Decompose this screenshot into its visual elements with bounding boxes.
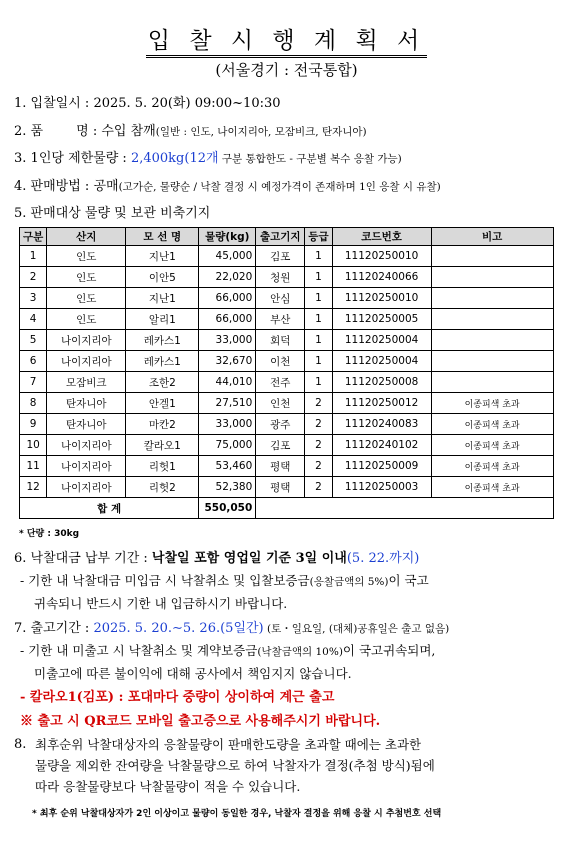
item-5: 5. 판매대상 물량 및 보관 비축기지 [14,206,211,221]
cell-code: 11120240066 [332,267,431,288]
cell-vessel: 마칸2 [126,414,199,435]
cell-grade: 2 [305,435,332,456]
table-row [20,372,554,393]
table-row [20,267,554,288]
item-8: 최후순위 낙찰대상자의 응찰물량이 판매한도량을 초과할 때에는 초과한 물량을 제외한 잔여량을 낙찰물량으로 하여 낙찰자가 결정(추첨 방식)됨에 따라 응찰물량보다 낙찰물량이 적을 수 있습니다. [35,737,435,794]
cell-code: 11120250005 [332,309,431,330]
item-6: 6. 낙찰대금 납부 기간 : 낙찰일 포함 영업일 기준 3일 이내(5. 22.까지) [14,551,420,566]
item-6-detail: - 기한 내 낙찰대금 미입금 시 낙찰취소 및 입찰보증금(응찰금액의 5%)이 국고 귀속되니 반드시 기한 내 입금하시기 바랍니다. [20,573,429,611]
cell-grade: 2 [305,456,332,477]
cell-grade: 1 [305,372,332,393]
item-8-num: 8. [14,737,27,752]
cell-code: 11120240102 [332,435,431,456]
cell-quantity: 22,020 [199,267,256,288]
cell-depot: 청원 [256,267,305,288]
cell-origin: 인도 [47,246,126,267]
cell-grade: 1 [305,351,332,372]
cell-no: 5 [20,330,47,351]
col-header-code: 코드번호 [332,228,431,246]
table-row [20,477,554,498]
cell-code: 11120250003 [332,477,431,498]
cell-quantity: 53,460 [199,456,256,477]
cell-remarks [431,351,553,372]
cell-quantity: 33,000 [199,330,256,351]
item-3: 3. 1인당 제한물량 : 2,400kg(12개 구분 통합한도 - 구분별 복수 응찰 가능) [14,151,402,166]
cell-origin: 나이지리아 [47,435,126,456]
table-row [20,330,554,351]
col-header-vessel: 모 선 명 [126,228,199,246]
cell-remarks: 이종피색 초과 [431,393,553,414]
cell-remarks: 이종피색 초과 [431,456,553,477]
cell-origin: 모잠비크 [47,372,126,393]
item-1: 1. 입찰일시 : 2025. 5. 20(화) 09:00~10:30 [14,96,281,111]
cell-no: 1 [20,246,47,267]
cell-depot: 안심 [256,288,305,309]
cell-origin: 인도 [47,267,126,288]
total-blank [256,498,553,519]
cell-no: 9 [20,414,47,435]
stock-table [19,227,554,519]
cell-depot: 김포 [256,246,305,267]
cell-grade: 2 [305,393,332,414]
cell-vessel: 지난1 [126,246,199,267]
cell-quantity: 52,380 [199,477,256,498]
cell-vessel: 레카스1 [126,330,199,351]
cell-vessel: 조한2 [126,372,199,393]
cell-depot: 회덕 [256,330,305,351]
cell-origin: 인도 [47,288,126,309]
total-value: 550,050 [199,498,256,519]
cell-depot: 인천 [256,393,305,414]
cell-vessel: 리헛1 [126,456,199,477]
cell-no: 3 [20,288,47,309]
item-7: 7. 출고기간 : 2025. 5. 20.∼5. 26.(5일간) (토・일요일, (대체)공휴일은 출고 없음) [14,621,450,636]
footnote: * 최후 순위 낙찰대상자가 2인 이상이고 물량이 동일한 경우, 낙찰자 결정을 위해 응찰 시 추첨번호 선택 [32,809,442,819]
cell-remarks [431,330,553,351]
cell-code: 11120250012 [332,393,431,414]
table-row [20,456,554,477]
item-2: 2. 품 명 : 수입 참깨(일반 : 인도, 나이지리아, 모잠비크, 탄자니아) [14,124,367,139]
cell-code: 11120240083 [332,414,431,435]
table-row [20,414,554,435]
cell-origin: 나이지리아 [47,456,126,477]
cell-grade: 1 [305,267,332,288]
qr-notice: ※ 출고 시 QR코드 모바일 출고증으로 사용해주시기 바랍니다. [20,714,381,729]
cell-grade: 1 [305,246,332,267]
table-row [20,246,554,267]
cell-vessel: 칼라오1 [126,435,199,456]
cell-grade: 2 [305,477,332,498]
item-7-detail: - 기한 내 미출고 시 낙찰취소 및 계약보증금(낙찰금액의 10%)이 국고귀속되며, 미출고에 따른 불이익에 대해 공사에서 책임지지 않습니다. [20,643,436,681]
total-label: 합 계 [20,498,199,519]
cell-origin: 나이지리아 [47,330,126,351]
cell-code: 11120250008 [332,372,431,393]
item-4: 4. 판매방법 : 공매(고가순, 물량순 / 낙찰 결정 시 예정가격이 존재하며 1인 응찰 시 유찰) [14,179,441,194]
cell-vessel: 리헛2 [126,477,199,498]
cell-quantity: 45,000 [199,246,256,267]
col-header-no: 구분 [20,228,47,246]
cell-quantity: 66,000 [199,309,256,330]
col-header-origin: 산지 [47,228,126,246]
cell-remarks: 이종피색 초과 [431,477,553,498]
cell-remarks: 이종피색 초과 [431,414,553,435]
cell-no: 12 [20,477,47,498]
cell-origin: 탄자니아 [47,414,126,435]
table-header-row [20,228,554,246]
cell-origin: 나이지리아 [47,477,126,498]
cell-code: 11120250009 [332,456,431,477]
cell-grade: 1 [305,288,332,309]
document-subtitle: (서울경기 : 전국통합) [215,61,358,79]
cell-quantity: 44,010 [199,372,256,393]
cell-remarks [431,309,553,330]
cell-depot: 부산 [256,309,305,330]
cell-quantity: 66,000 [199,288,256,309]
total-row [20,498,554,519]
cell-no: 10 [20,435,47,456]
col-header-depot: 출고기지 [256,228,305,246]
col-header-remarks: 비고 [431,228,553,246]
cell-quantity: 33,000 [199,414,256,435]
cell-vessel: 알리1 [126,309,199,330]
cell-quantity: 32,670 [199,351,256,372]
table-row [20,393,554,414]
kallao-note: - 칼라오1(김포) : 포대마다 중량이 상이하여 계근 출고 [20,690,335,705]
document-title: 입 찰 시 행 계 획 서 [0,22,573,55]
cell-origin: 탄자니아 [47,393,126,414]
cell-no: 8 [20,393,47,414]
cell-vessel: 레카스1 [126,351,199,372]
cell-no: 11 [20,456,47,477]
cell-grade: 1 [305,330,332,351]
cell-grade: 1 [305,309,332,330]
cell-code: 11120250010 [332,246,431,267]
table-row [20,309,554,330]
cell-vessel: 이안5 [126,267,199,288]
cell-no: 7 [20,372,47,393]
cell-depot: 전주 [256,372,305,393]
cell-vessel: 안겔1 [126,393,199,414]
cell-code: 11120250004 [332,351,431,372]
cell-remarks [431,246,553,267]
cell-depot: 평택 [256,477,305,498]
col-header-quantity: 물량(kg) [199,228,256,246]
cell-vessel: 지난1 [126,288,199,309]
cell-remarks [431,267,553,288]
cell-no: 4 [20,309,47,330]
cell-remarks: 이종피색 초과 [431,435,553,456]
table-row [20,351,554,372]
cell-remarks [431,288,553,309]
cell-depot: 평택 [256,456,305,477]
cell-code: 11120250010 [332,288,431,309]
col-header-grade: 등급 [305,228,332,246]
cell-origin: 인도 [47,309,126,330]
cell-no: 2 [20,267,47,288]
table-row [20,435,554,456]
cell-no: 6 [20,351,47,372]
cell-depot: 김포 [256,435,305,456]
unit-note: * 단량 : 30kg [19,529,80,539]
table-row [20,288,554,309]
cell-depot: 이천 [256,351,305,372]
cell-quantity: 27,510 [199,393,256,414]
cell-code: 11120250004 [332,330,431,351]
cell-origin: 나이지리아 [47,351,126,372]
cell-quantity: 75,000 [199,435,256,456]
cell-remarks [431,372,553,393]
cell-depot: 광주 [256,414,305,435]
cell-grade: 2 [305,414,332,435]
